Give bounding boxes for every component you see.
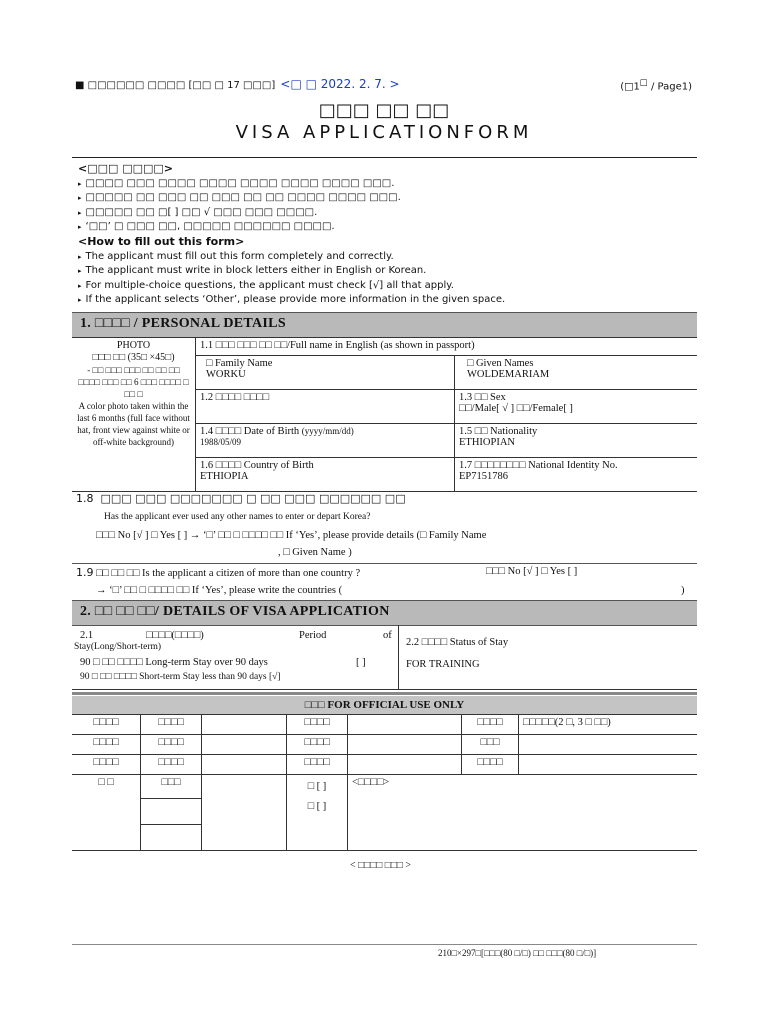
short-term-option[interactable]: 90 □ □□ □□□□ Short-term Stay less than 90 days [√] (80, 672, 281, 682)
nationality-value: ETHIOPIAN (459, 437, 515, 448)
form-title-english: VISA APPLICATIONFORM (235, 122, 533, 143)
full-name-label: 1.1 □□□ □□□ □□ □□/Full name in English (as shown in passport) (196, 338, 698, 356)
instructions-korean (78, 162, 401, 235)
personal-details-table (72, 337, 697, 492)
sex-field[interactable]: 1.3 □□ Sex □□/Male[ √ ] □□/Female[ ] (455, 390, 698, 424)
title-divider (72, 157, 697, 158)
question-1-8-answer[interactable]: □□□ No [√ ] □ Yes [ ] → ‘□’ □□ □ □□□□ □□ If ‘Yes’, please provide details (□ Family Name (96, 530, 487, 541)
instruction-en-item: ▸ For multiple-choice questions, the applicant must check [√] all that apply. (78, 279, 454, 291)
dob-field[interactable]: 1.4 □□□□ Date of Birth (yyyy/mm/dd) 1988/05/09 (196, 424, 455, 458)
question-1-9: 1.9 □□ □□ □□ Is the applicant a citizen of more than one country ? (76, 566, 361, 579)
form-reference (75, 77, 400, 91)
period-en: Period (299, 630, 327, 641)
visa-details-block: 2.1 □□□□(□□□□) Period of Stay(Long/Short-term) 90 □ □□ □□□□ Long-term Stay over 90 days [ ] 90 □ □□ □□□□ Short-term Stay less than 90 days [√] 2.2 □□□□ Status of Stay FOR TRAINING (72, 625, 697, 690)
question-1-9-options[interactable]: □□□ No [√ ] □ Yes [ ] (486, 566, 578, 577)
visa-details-divider (398, 625, 399, 689)
question-1-8: 1.8 □□□ □□□ □□□□□□□ □ □□ □□□ □□□□□□ □□ (76, 492, 406, 505)
section-2-header (72, 600, 697, 626)
official-use-table: □□□□ □□□□ □□□□ □□□□ □□□□□(2 □, 3 □ □□) □□□□ □□□□ □□□□ □□□ □□□□ □□□□ □□□□ □□□□ □ □ □□□ □ [ ] □ [ ] <□□□□> (72, 714, 697, 851)
review-checks[interactable]: □ [ ] □ [ ] (287, 775, 348, 851)
instructions-en-heading: <How to fill out this form> (78, 235, 245, 248)
form-title-korean: □□□ □□ □□ (318, 100, 450, 121)
review-note[interactable]: <□□□□> (348, 775, 698, 851)
section-1-title: 1. □□□□ / PERSONAL DETAILS (80, 316, 286, 331)
instruction-en-item: ▸ The applicant must write in block letters either in English or Korean. (78, 265, 427, 276)
review-sub: □□□ (141, 775, 202, 799)
bottom-rule (72, 944, 697, 945)
instruction-ko-item: ▸ □□□□□ □□ □[ ] □□ √ □□□ □□□ □□□□. (78, 206, 318, 218)
section-1-header (72, 312, 697, 338)
question-1-9-close: ) (681, 585, 685, 596)
long-term-option[interactable]: 90 □ □□ □□□□ Long-term Stay over 90 days (80, 657, 268, 668)
review-label: □ □ (72, 775, 141, 851)
given-names-field[interactable]: □ Given Names WOLDEMARIAM (455, 356, 698, 390)
chinese-name-field[interactable]: 1.2 □□□□ □□□□ (196, 390, 455, 424)
status-of-stay-label: 2.2 □□□□ Status of Stay (406, 637, 509, 648)
question-1-8-english: Has the applicant ever used any other names to enter or depart Korea? (104, 512, 371, 522)
official-use-header: □□□ FOR OFFICIAL USE ONLY (72, 696, 697, 714)
photo-box[interactable]: PHOTO □□□ □□ (35□ ×45□) - □□ □□□ □□□ □□ □□ □□ □□□□ □□□ □□ 6 □□□ □□□□ □ □□ □ A color photo taken within the last 6 months (full face without hat, front view against white or off-white background) (72, 338, 196, 492)
family-name-value: WORKU (206, 369, 246, 380)
given-names-value: WOLDEMARIAM (467, 369, 550, 380)
q18-divider (72, 563, 697, 564)
instructions-ko-heading: <□□□ □□□□> (78, 162, 174, 175)
instruction-en-item: ▸ The applicant must fill out this form completely and correctly. (78, 250, 394, 262)
instruction-en-item: ▸ If the applicant selects ‘Other’, please provide more information in the given space. (78, 294, 506, 305)
law-reference: □□□□□□ □□□□ [□□ □ 17 □□□] (87, 80, 276, 91)
period-num: 2.1 (80, 630, 94, 641)
paper-size-note: 210□×297□[□□□(80 □/□) □□ □□□(80 □/□)] (438, 948, 597, 958)
nationality-field[interactable]: 1.5 □□ Nationality ETHIOPIAN (455, 424, 698, 458)
instruction-ko-item: ▸ ‘□□’ □ □□□ □□, □□□□□ □□□□□□ □□□□. (78, 221, 335, 232)
sex-options: □□/Male[ √ ] □□/Female[ ] (459, 403, 573, 414)
birth-country-value: ETHIOPIA (200, 471, 249, 482)
revision-date: <□ □ 2022. 2. 7. > (280, 77, 400, 91)
instructions-english (78, 235, 505, 308)
page-number: (□1□ / Page1) (620, 77, 692, 93)
question-1-9-followup[interactable]: → ‘□’ □□ □ □□□□ □□ If ‘Yes’, please write the countries ( (96, 585, 343, 596)
instruction-ko-item: ▸ □□□□□ □□ □□□ □□ □□□ □□ □□ □□□□ □□□□ □□□. (78, 192, 401, 203)
period-ko: □□□□(□□□□) (146, 630, 204, 641)
national-id-field[interactable]: 1.7 □□□□□□□□ National Identity No. EP7151786 (455, 458, 698, 492)
bullet: ■ (75, 80, 85, 91)
birth-country-field[interactable]: 1.6 □□□□ Country of Birth ETHIOPIA (196, 458, 455, 492)
official-top-rule (72, 692, 697, 695)
family-name-field[interactable]: □ Family Name WORKU (196, 356, 455, 390)
national-id-value: EP7151786 (459, 471, 509, 482)
dob-value: 1988/05/09 (200, 437, 242, 447)
status-of-stay-value[interactable]: FOR TRAINING (406, 659, 480, 670)
question-1-8-given-name[interactable]: , □ Given Name ) (278, 547, 352, 558)
instruction-ko-item: ▸ □□□□ □□□ □□□□ □□□□ □□□□ □□□□ □□□□ □□□. (78, 177, 395, 189)
long-term-checkbox[interactable]: [ ] (356, 657, 366, 668)
section-2-title: 2. □□ □□ □□/ DETAILS OF VISA APPLICATION (80, 604, 390, 619)
next-page-note: < □□□□ □□□ > (350, 860, 412, 871)
